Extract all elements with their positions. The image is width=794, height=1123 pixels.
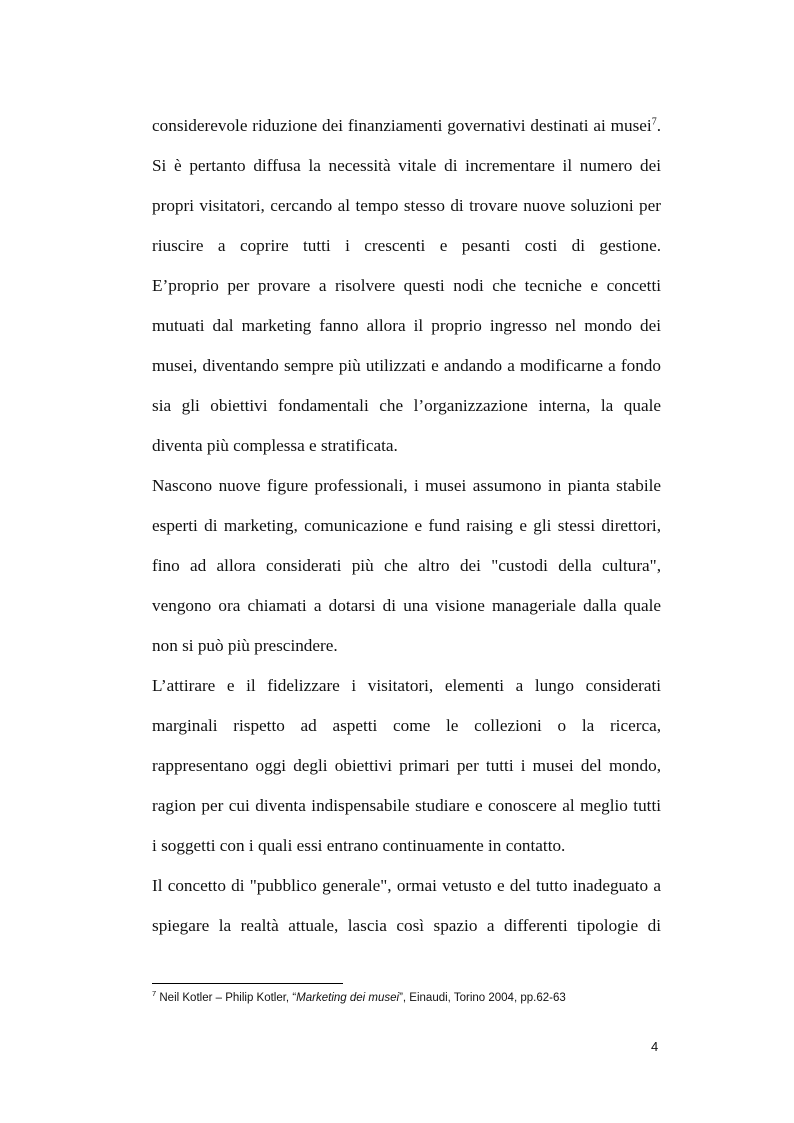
paragraph-1: [152, 106, 661, 146]
text-line: ragion per cui diventa indispensabile studiare e conoscere al meglio tutti: [152, 796, 661, 815]
text-line: vengono ora chiamati a dotarsi di una visione manageriale dalla quale: [152, 596, 661, 615]
paragraph-4: [152, 666, 661, 866]
footnote-reference: 7: [651, 116, 657, 128]
text-line: spiegare la realtà attuale, lascia così spazio a differenti tipologie di: [152, 916, 661, 935]
page-number: 4: [651, 1039, 659, 1054]
footnote-publication: ”, Einaudi, Torino 2004, pp.62-63: [399, 992, 566, 1004]
text-line: fino ad allora considerati più che altro dei "custodi della cultura",: [152, 556, 661, 575]
text-line: non si può più prescindere.: [152, 636, 338, 655]
text-line: musei, diventando sempre più utilizzati e andando a modificarne a fondo: [152, 356, 661, 375]
text-line: sia gli obiettivi fondamentali che l’organizzazione interna, la quale: [152, 396, 661, 415]
footnote-title: Marketing dei musei: [296, 992, 400, 1004]
text-line: Nascono nuove figure professionali, i musei assumono in pianta stabile: [152, 476, 661, 495]
text-line: diventa più complessa e stratificata.: [152, 436, 398, 455]
footnote-separator: [152, 983, 343, 984]
text-line: marginali rispetto ad aspetti come le collezioni o la ricerca,: [152, 716, 661, 735]
footnote: [152, 990, 672, 1006]
text-line: Si è pertanto diffusa la necessità vitale di incrementare il numero dei: [152, 156, 661, 175]
text-line: L’attirare e il fidelizzare i visitatori, elementi a lungo considerati: [152, 676, 661, 695]
paragraph-5: [152, 866, 661, 946]
footnote-authors: Neil Kotler – Philip Kotler, “: [159, 992, 297, 1004]
text-line: mutuati dal marketing fanno allora il proprio ingresso nel mondo dei: [152, 316, 661, 335]
text-line: propri visitatori, cercando al tempo stesso di trovare nuove soluzioni per: [152, 196, 661, 215]
text-line: considerevole riduzione dei finanziamenti governativi destinati ai musei$^7$.: [152, 116, 661, 135]
paragraph-3: [152, 466, 661, 666]
text-line: riuscire a coprire tutti i crescenti e pesanti costi di gestione.: [152, 236, 661, 255]
text-line: Il concetto di "pubblico generale", ormai vetusto e del tutto inadeguato a: [152, 876, 661, 895]
footnote-number: 7: [152, 989, 157, 999]
text-line: rappresentano oggi degli obiettivi primari per tutti i musei del mondo,: [152, 756, 661, 775]
text-line: esperti di marketing, comunicazione e fund raising e gli stessi direttori,: [152, 516, 661, 535]
text-line: i soggetti con i quali essi entrano continuamente in contatto.: [152, 836, 566, 855]
paragraph-2: [152, 146, 661, 466]
text-line: E’proprio per provare a risolvere questi nodi che tecniche e concetti: [152, 276, 661, 295]
body-text: [152, 106, 661, 946]
